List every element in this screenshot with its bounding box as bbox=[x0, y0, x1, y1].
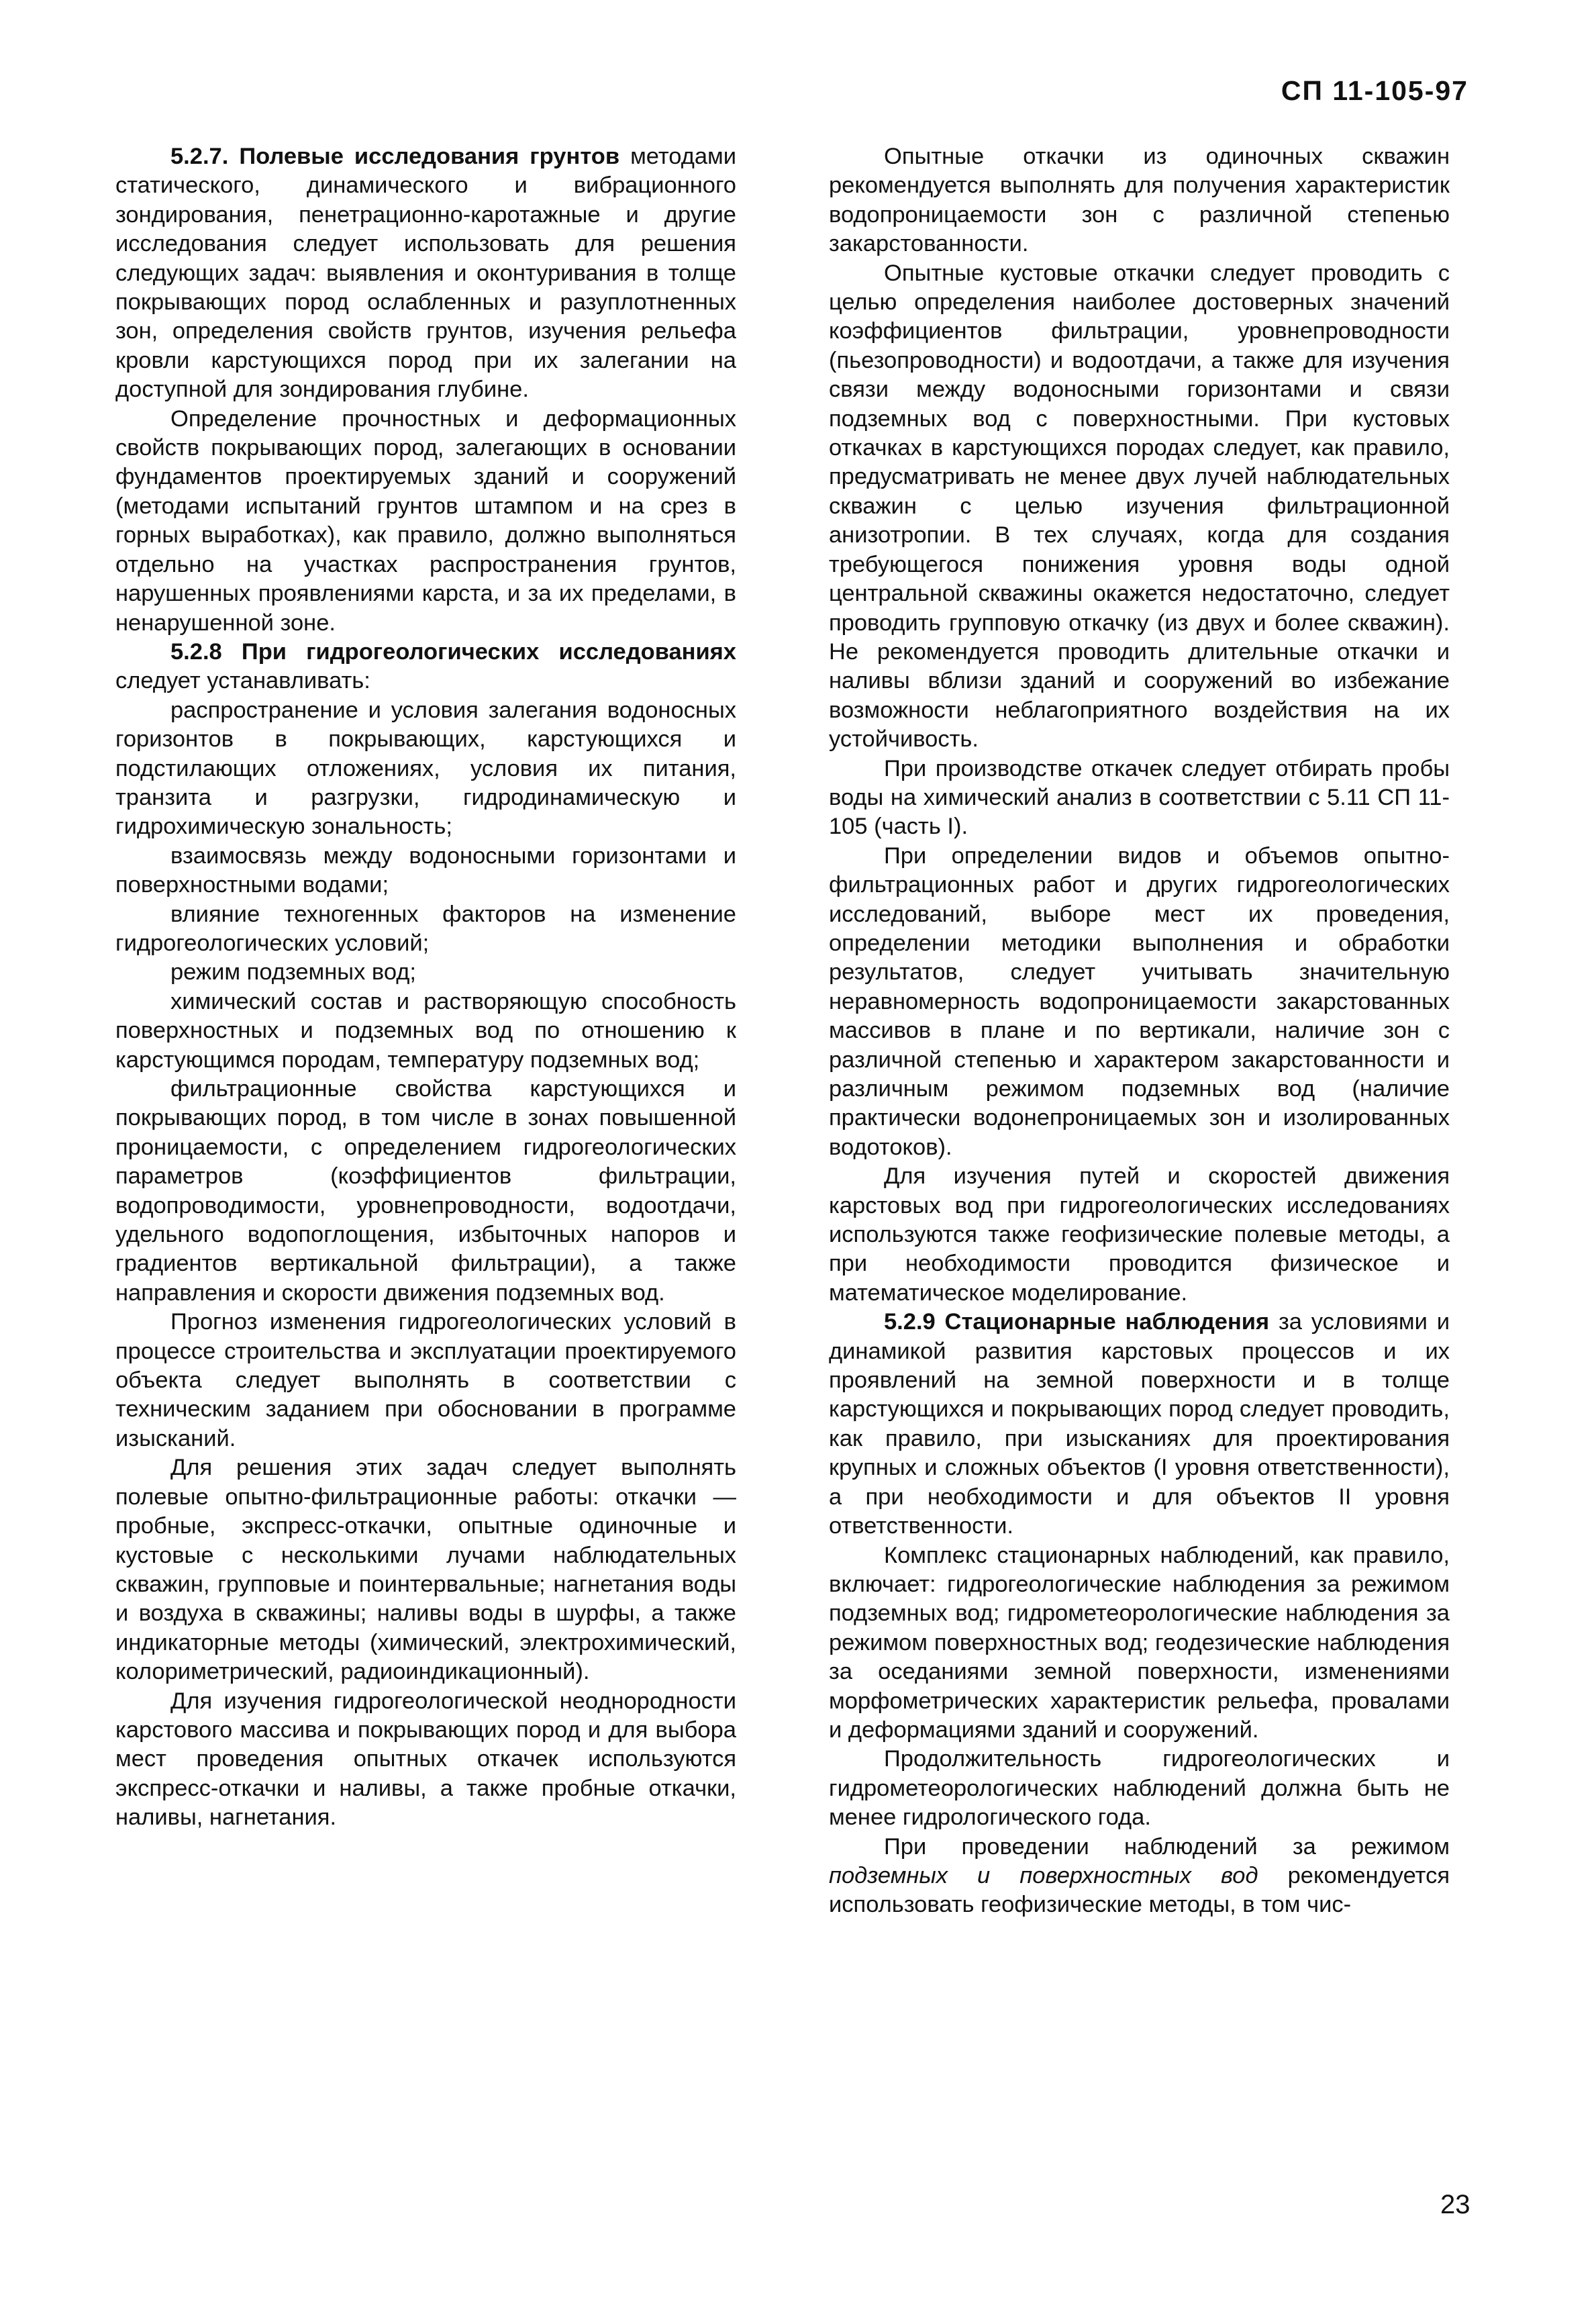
paragraph: Опытные откачки из одиночных скважин рекомендуется выполнять для получения характеристик водопроницаемости зон с различной степенью закарстованности. bbox=[829, 144, 1450, 257]
italic-phrase: подземных и поверхностных вод bbox=[829, 1862, 1258, 1888]
paragraph: Определение прочностных и деформационных свойств покрывающих пород, залегающих в основании фундаментов проектируемых зданий и сооружений (методами испытаний грунтов штампом и на срез в горных выработках), как правило, должно выполняться отдельно на участках распространения грунтов, нарушенных проявлениями карста, и за их пределами, в ненарушенной зоне. bbox=[115, 405, 736, 636]
paragraph-text: При проведении наблюдений за режимом bbox=[884, 1833, 1450, 1860]
paragraph-text: следует устанавливать: bbox=[115, 668, 370, 694]
paragraph: Продолжительность гидрогеологических и гидрометеорологических наблюдений должна быть не менее гидрологического года. bbox=[829, 1746, 1450, 1831]
section-heading-5-2-7: 5.2.7. Полевые исследования грунтов bbox=[170, 144, 620, 169]
paragraph: Комплекс стационарных наблюдений, как правило, включает: гидрогеологические наблюдения за режимом подземных вод; гидрометеорологические наблюдения за режимом поверхностных вод; геодезические наблюдения за оседаниями земной поверхности, изменениями морфометрических характеристик рельефа, провалами и деформациями зданий и сооружений. bbox=[829, 1542, 1450, 1743]
paragraph bbox=[829, 1833, 1450, 1920]
paragraph-5-2-8 bbox=[115, 638, 736, 696]
paragraph: Для изучения гидрогеологической неоднородности карстового массива и покрывающих пород и для выбора мест проведения опытных откачек используются экспресс-откачки и наливы, а также пробные откачки, наливы, нагнетания. bbox=[115, 1688, 736, 1831]
left-column bbox=[115, 142, 736, 1833]
document-code: СП 11-105-97 bbox=[1281, 75, 1468, 106]
list-item: фильтрационные свойства карстующихся и покрывающих пород, в том числе в зонах повышенной проницаемости, с определением гидрогеологических параметров (коэффициентов фильтрации, водопроводимости, уровнепроводности, водоотдачи, удельного водопоглощения, избыточных напоров и градиентов вертикальной фильтрации), а также направления и скорости движения подземных вод. bbox=[115, 1076, 736, 1306]
paragraph-text: методами статического, динамического и вибрационного зондирования, пенетрационно-каротажные и другие исследования следует использовать для решения следующих задач: выявления и оконтуривания в толще покрывающих пород ослабленных и разуплотненных зон, определения свойств грунтов, изучения рельефа кровли карстующихся пород при их залегании на доступной для зондирования глубине. bbox=[115, 144, 737, 403]
paragraph-5-2-7 bbox=[115, 142, 736, 405]
page-number: 23 bbox=[1440, 2190, 1470, 2219]
list-item: влияние техногенных факторов на изменение гидрогеологических условий; bbox=[115, 901, 736, 956]
right-column bbox=[829, 142, 1450, 1920]
paragraph: Для изучения путей и скоростей движения карстовых вод при гидрогеологических исследованиях используются также геофизические полевые методы, а при необходимости проводится физическое и математическое моделирование. bbox=[829, 1163, 1450, 1306]
paragraph: При производстве откачек следует отбирать пробы воды на химический анализ в соответствии с 5.11 СП 11-105 (часть I). bbox=[829, 755, 1450, 840]
paragraph: Прогноз изменения гидрогеологических условий в процессе строительства и эксплуатации проектируемого объекта следует выполнять в соответствии с техническим заданием при обосновании в программе изысканий. bbox=[115, 1309, 736, 1451]
list-item: взаимосвязь между водоносными горизонтами и поверхностными водами; bbox=[115, 842, 736, 898]
section-heading-5-2-9: 5.2.9 Стационарные наблюдения bbox=[884, 1309, 1270, 1335]
paragraph-text: рекомендуется использовать геофизические методы, в том чис- bbox=[829, 1862, 1450, 1918]
list-item: химический состав и растворяющую способность поверхностных и подземных вод по отношению к карстующимся породам, температуру подземных вод; bbox=[115, 988, 736, 1073]
paragraph-text: за условиями и динамикой развития карстовых процессов и их проявлений на земной поверхности и в толще карстующихся и покрывающих пород следует проводить, как правило, при изысканиях для проектирования крупных и сложных объектов (I уровня ответственности), а при необходимости и для объектов II уровня ответственности. bbox=[829, 1309, 1450, 1539]
list-item: распространение и условия залегания водоносных горизонтов в покрывающих, карстующихся и подстилающих отложениях, условия их питания, транзита и разгрузки, гидродинамическую и гидрохимическую зональность; bbox=[115, 697, 736, 840]
paragraph: Для решения этих задач следует выполнять полевые опытно-фильтрационные работы: откачки — пробные, экспресс-откачки, опытные одиночные и кустовые с несколькими лучами наблюдательных скважин, групповые и поинтервальные; нагнетания воды и воздуха в скважины; наливы воды в шурфы, а также индикаторные методы (химический, электрохимический, колориметрический, радиоиндикационный). bbox=[115, 1455, 736, 1685]
paragraph: Опытные кустовые откачки следует проводить с целью определения наиболее достоверных значений коэффициентов фильтрации, уровнепроводности (пьезопроводности) и водоотдачи, а также для изучения связи между водоносными горизонтами и связи подземных вод с поверхностными. При кустовых откачках в карстующихся породах следует, как правило, предусматривать не менее двух лучей наблюдательных скважин с целью изучения фильтрационной анизотропии. В тех случаях, когда для создания требующегося понижения уровня воды одной центральной скважины окажется недостаточно, следует проводить групповую откачку (из двух и более скважин). Не рекомендуется проводить длительные откачки и наливы вблизи зданий и сооружений во избежание возможности неблагоприятного воздействия на их устойчивость. bbox=[829, 260, 1450, 753]
paragraph: При определении видов и объемов опытно-фильтрационных работ и других гидрогеологических исследований, выборе мест их проведения, определении методики выполнения и обработки результатов, следует учитывать значительную неравномерность водопроницаемости закарстованных массивов в плане и по вертикали, наличие зон с различной степенью и характером закарстованности и различным режимом подземных вод (наличие практически водонепроницаемых зон и изолированных водотоков). bbox=[829, 842, 1450, 1160]
paragraph-5-2-9 bbox=[829, 1308, 1450, 1541]
list-item: режим подземных вод; bbox=[170, 959, 416, 985]
section-heading-5-2-8: 5.2.8 При гидрогеологических исследованиях bbox=[170, 638, 736, 665]
